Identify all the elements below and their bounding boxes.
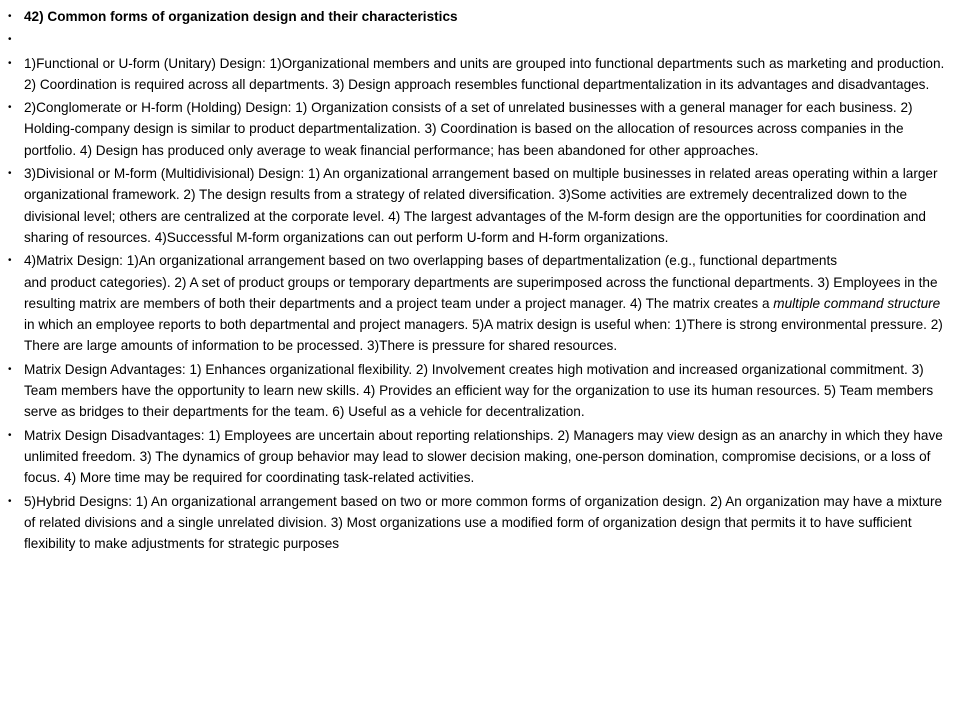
- bullet-icon: •: [8, 168, 12, 180]
- bullet-text: 2)Conglomerate or H-form (Holding) Design: 1) Organization consists of a set of unrelated businesses with a general manager for each business. 2) Holding-company design is similar to product departmentalization. 3) Coordination is based on the allocation of resources across companies in the portfolio. 4) Design has produced only average to weak financial performance; has been abandoned for other approaches.: [24, 100, 913, 158]
- bullet-text-line1: 4)Matrix Design: 1)An organizational arrangement based on two overlapping bases of departmentalization (e.g., functional departments: [24, 253, 838, 269]
- bullet-icon: •: [8, 11, 12, 22]
- empty-bullet: [8, 29, 952, 50]
- bullet-text: Matrix Design Advantages: 1) Enhances organizational flexibility. 2) Involvement creates high motivation and increased organizational commitment. 3) Team members have the opportunity to learn new skills. 4) Provides an efficient way for the organization to use its human resources. 5) Team members serve as bridges to their departments for the team. 6) Useful as a vehicle for decentralization.: [24, 361, 934, 420]
- bullet-conglomerate-design: [8, 97, 952, 161]
- bullet-functional-design: [8, 53, 952, 96]
- bullet-icon: •: [8, 255, 12, 267]
- bullet-matrix-disadvantages: [8, 425, 952, 489]
- bullet-text: 1)Functional or U-form (Unitary) Design: 1)Organizational members and units are grouped into functional departments such as marketing and production. 2) Coordination is required across all departments. 3) Design approach resembles functional departmentalization in its advantages and disadvantages.: [24, 55, 945, 92]
- title-bullet: [8, 6, 952, 27]
- bullet-text-line2-end: in which an employee reports to both departmental and project managers. 5)A matrix design is useful when: 1)There is strong environmental pressure. 2) There are large amounts of information to be processed. 3)There is pressure for shared resources.: [24, 317, 943, 354]
- slide-title: 42) Common forms of organization design and their characteristics: [24, 9, 458, 24]
- bullet-icon: •: [8, 429, 12, 441]
- bullet-icon: •: [8, 495, 12, 507]
- empty-line: [24, 29, 952, 50]
- bullet-hybrid-design: [8, 491, 952, 555]
- bullet-icon: •: [8, 57, 12, 69]
- bullet-text: 5)Hybrid Designs: 1) An organizational arrangement based on two or more common forms of organization design. 2) An organization may have a mixture of related divisions and a single unrelated division. 3) Most organizations use a modified form of organization design that permits it to have sufficient flexibility to make adjustments for strategic purposes: [24, 493, 943, 552]
- bullet-icon: •: [8, 102, 12, 114]
- bullet-text: 3)Divisional or M-form (Multidivisional) Design: 1) An organizational arrangement based on multiple businesses in related areas operating within a larger organizational framework. 2) The design results from a strategy of related diversification. 3)Some activities are extremely decentralized down to the divisional level; others are centralized at the corporate level. 4) The largest advantages of the M-form design are the opportunities for coordination and sharing of resources. 4)Successful M-form organizations can out perform U-form and H-form organizations.: [24, 166, 938, 245]
- bullet-icon: •: [8, 363, 12, 375]
- bullet-divisional-design: [8, 163, 952, 248]
- bullet-text-line2-start: and product categories). 2) A set of product groups or temporary departments are superimposed across the functional departments. 3) Employees in the resulting matrix are members of both their departments and a project team under a project manager. 4) The matrix creates a: [24, 274, 938, 311]
- bullet-matrix-advantages: [8, 359, 952, 423]
- bullet-list: [8, 6, 952, 554]
- bullet-icon: •: [8, 34, 12, 46]
- bullet-matrix-design: [8, 250, 952, 356]
- bullet-text-italic: multiple command structure: [773, 295, 941, 311]
- bullet-text: Matrix Design Disadvantages: 1) Employees are uncertain about reporting relationships. 2) Managers may view design as an anarchy in which they have unlimited freedom. 3) The dynamics of group behavior may lead to slower decision making, one-person domination, compromise decisions, or a loss of focus. 4) More time may be required for coordinating task-related activities.: [24, 427, 943, 486]
